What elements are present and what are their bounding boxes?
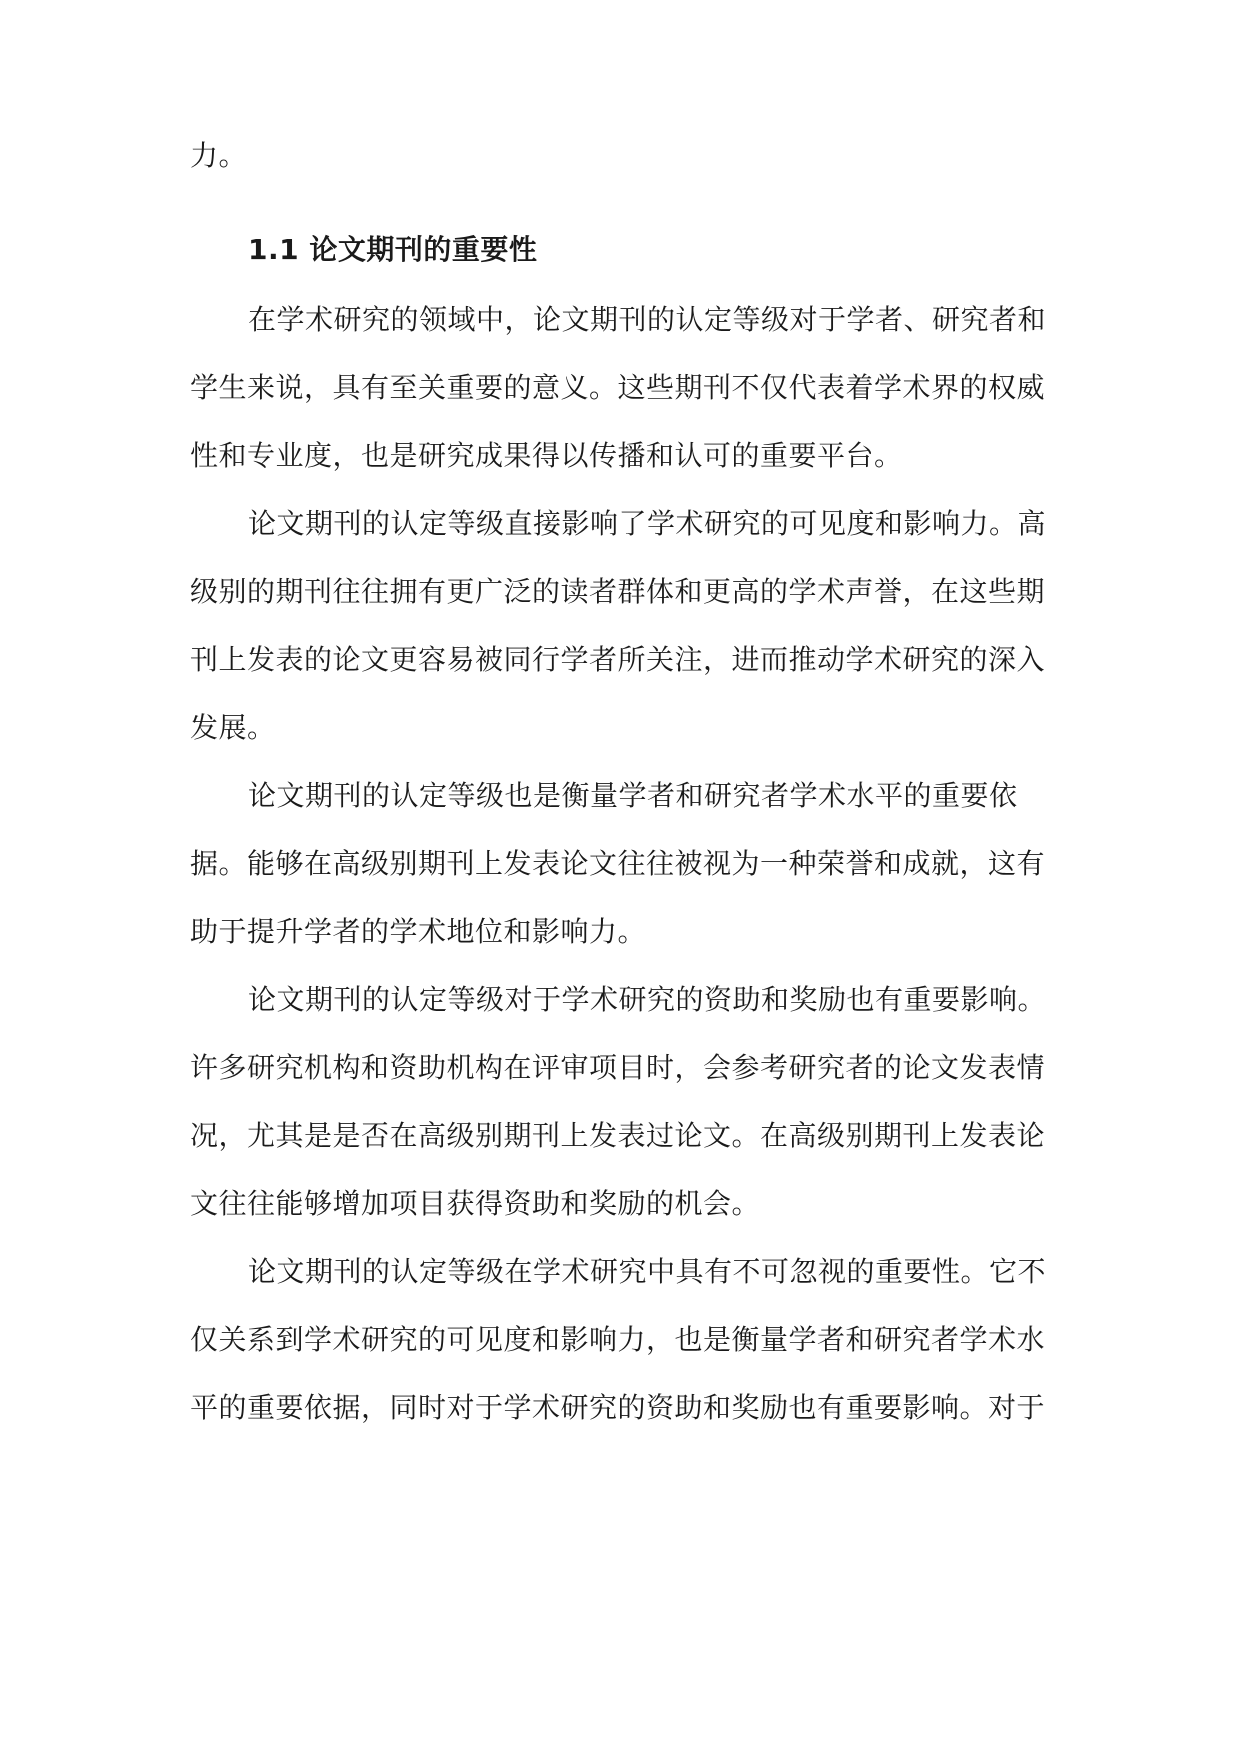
text-line: 学生来说，具有至关重要的意义。这些期刊不仅代表着学术界的权威 [190, 371, 1046, 404]
text-line: 许多研究机构和资助机构在评审项目时，会参考研究者的论文发表情 [190, 1051, 1046, 1084]
text-line: 发展。 [190, 711, 276, 744]
text-line: 在学术研究的领域中，论文期刊的认定等级对于学者、研究者和 [248, 303, 1047, 336]
text-line: 论文期刊的认定等级也是衡量学者和研究者学术水平的重要依 [248, 779, 1018, 812]
text-line: 性和专业度，也是研究成果得以传播和认可的重要平台。 [190, 439, 903, 472]
section-heading: 1.1 论文期刊的重要性 [248, 233, 538, 266]
text-line: 刊上发表的论文更容易被同行学者所关注，进而推动学术研究的深入 [190, 643, 1046, 676]
text-line: 力。 [190, 139, 248, 172]
text-line: 论文期刊的认定等级在学术研究中具有不可忽视的重要性。它不 [248, 1255, 1047, 1288]
text-line: 据。能够在高级别期刊上发表论文往往被视为一种荣誉和成就，这有 [190, 847, 1046, 880]
text-line: 况，尤其是是否在高级别期刊上发表过论文。在高级别期刊上发表论 [190, 1119, 1046, 1152]
text-line: 文往往能够增加项目获得资助和奖励的机会。 [190, 1187, 761, 1220]
text-line: 论文期刊的认定等级直接影响了学术研究的可见度和影响力。高 [248, 507, 1047, 540]
text-line: 论文期刊的认定等级对于学术研究的资助和奖励也有重要影响。 [248, 983, 1047, 1016]
text-line: 级别的期刊往往拥有更广泛的读者群体和更高的学术声誉，在这些期 [190, 575, 1046, 608]
text-line: 平的重要依据，同时对于学术研究的资助和奖励也有重要影响。对于 [190, 1391, 1046, 1424]
text-line: 助于提升学者的学术地位和影响力。 [190, 915, 647, 948]
text-line: 仅关系到学术研究的可见度和影响力，也是衡量学者和研究者学术水 [190, 1323, 1046, 1356]
